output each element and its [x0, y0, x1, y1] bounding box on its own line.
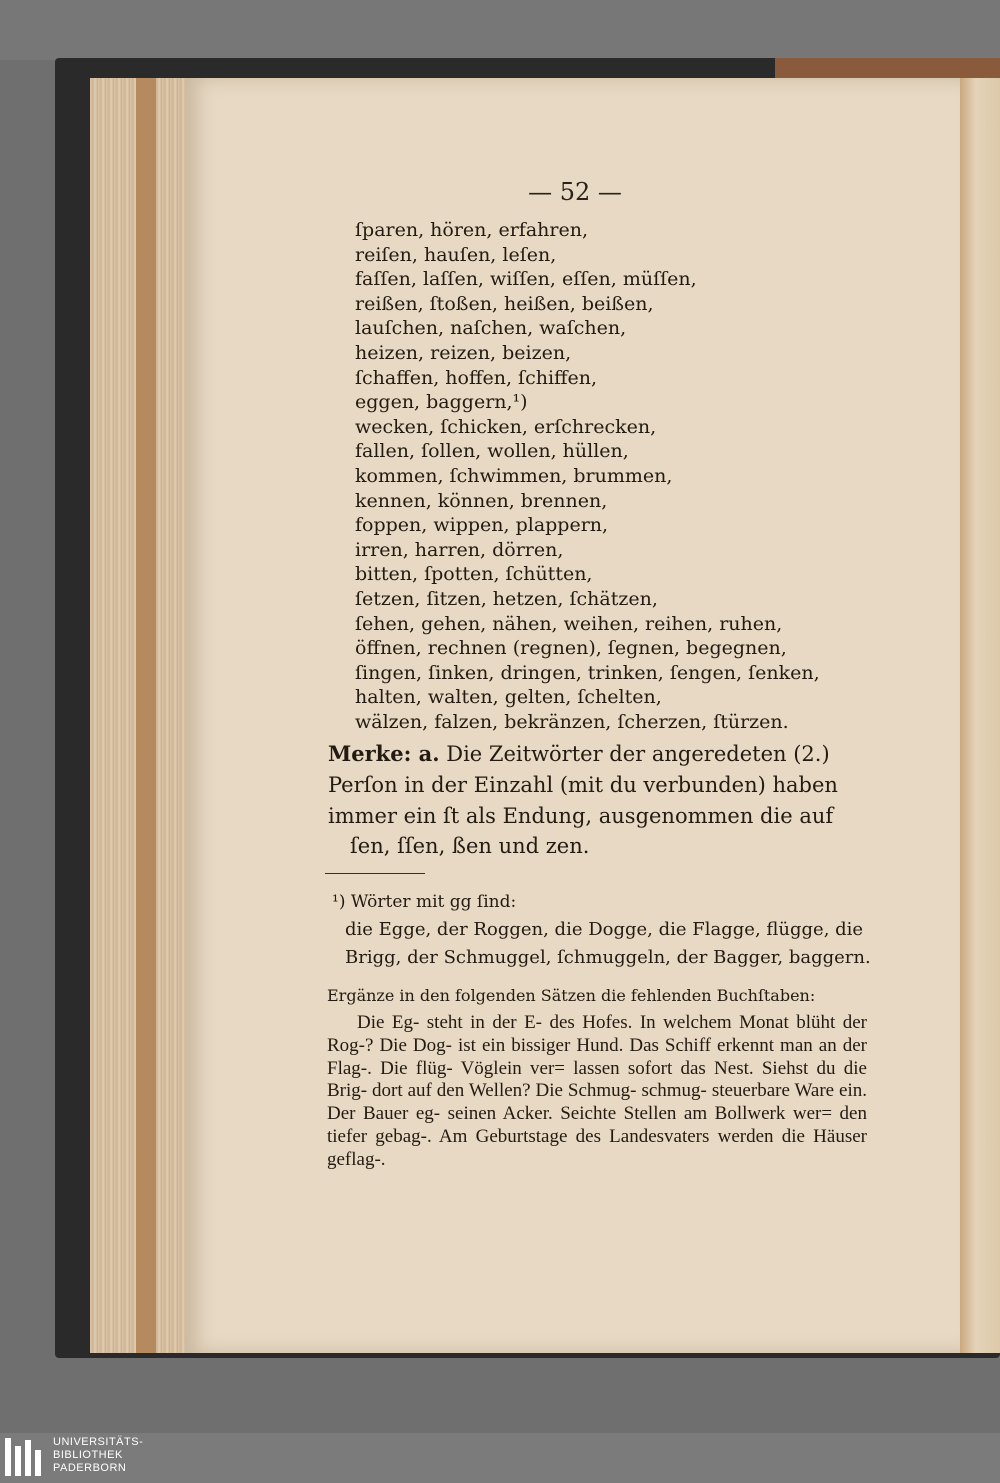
page-binding-shadow: [136, 78, 156, 1353]
word-line: foppen, wippen, plappern,: [355, 514, 609, 537]
word-line: lauſchen, naſchen, waſchen,: [355, 317, 627, 340]
word-line: öffnen, rechnen (regnen), ſegnen, begegnen,: [355, 637, 787, 660]
page-number: — 52 —: [528, 178, 622, 206]
merke-endings: ſen, ſſen, ßen und zen.: [350, 834, 590, 858]
word-line: eggen, baggern,¹): [355, 391, 528, 414]
word-line: ſetzen, ſitzen, hetzen, ſchätzen,: [355, 587, 658, 610]
footnote-head: ¹) Wörter mit gg ſind:: [332, 892, 517, 912]
word-line: ſingen, ſinken, dringen, trinken, ſengen, ſenken,: [355, 661, 820, 684]
word-line: reiſen, hauſen, leſen,: [355, 243, 557, 266]
word-line: ſparen, hören, erfahren,: [355, 219, 589, 241]
word-line: wälzen, falzen, bekränzen, ſcherzen, ſtürzen.: [355, 710, 789, 733]
word-line: wecken, ſchicken, erſchrecken,: [355, 415, 657, 438]
footnote: [327, 888, 872, 972]
word-line: faſſen, laſſen, wiſſen, eſſen, müſſen,: [355, 268, 697, 291]
library-name: [53, 1436, 143, 1475]
word-line: halten, walten, gelten, ſchelten,: [355, 686, 662, 709]
library-logo-icon: [3, 1436, 43, 1480]
footer-bar: [0, 1433, 1000, 1483]
cover-edge: [775, 58, 1000, 78]
exercise-text: [327, 1012, 867, 1172]
background: [0, 0, 1000, 60]
facing-page-edge: [960, 78, 1000, 1353]
merke-note: [328, 738, 873, 832]
word-line: ſchaffen, hoffen, ſchiffen,: [355, 366, 598, 389]
merke-label: Merke: a.: [328, 741, 440, 766]
word-line: heizen, reizen, beizen,: [355, 341, 572, 364]
library-name-line: BIBLIOTHEK: [53, 1449, 123, 1461]
word-line: bitten, ſpotten, ſchütten,: [355, 563, 593, 586]
footnote-divider: [325, 873, 425, 874]
word-line: fallen, ſollen, wollen, hüllen,: [355, 440, 629, 463]
word-line: reißen, ſtoßen, heißen, beißen,: [355, 292, 654, 315]
word-line: kennen, können, brennen,: [355, 489, 608, 512]
library-name-line: PADERBORN: [53, 1462, 127, 1474]
word-line: kommen, ſchwimmen, brummen,: [355, 464, 673, 487]
footnote-body: die Egge, der Roggen, die Dogge, die Flagge, flügge, die Brigg, der Schmuggel, ſchmuggeln, der Bagger, baggern.: [345, 919, 871, 968]
word-line: ſehen, gehen, nähen, weihen, reihen, ruhen,: [355, 612, 783, 635]
book-page: [185, 78, 965, 1353]
word-list: [355, 218, 955, 734]
exercise-paragraph: Die Eg- steht in der E- des Hofes. In welchem Monat blüht der Rog-? Die Dog- ist ein bissiger Hund. Das Schiff erkennt man an der Flag-. Die flüg- Vöglein ver= lassen sofort das Nest. Siehst du die Brig- dort auf den Wellen? Die Schmug- schmug- steuerbare Ware ein. Der Bauer eg- seinen Acker. Seichte Stellen am Bollwerk wer= den tiefer gebag-. Am Geburtstage des Landesvaters werden die Häuser geflag-.: [327, 1012, 867, 1170]
word-line: irren, harren, dörren,: [355, 538, 564, 561]
exercise-instruction: Ergänze in den folgenden Sätzen die fehlenden Buchſtaben:: [327, 986, 816, 1005]
library-name-line: UNIVERSITÄTS-: [53, 1436, 144, 1448]
merke-text: Die Zeitwörter der angeredeten (2.) Perſon in der Einzahl (mit du verbunden) haben immer ein ſt als Endung, ausgenommen die auf: [328, 742, 838, 828]
